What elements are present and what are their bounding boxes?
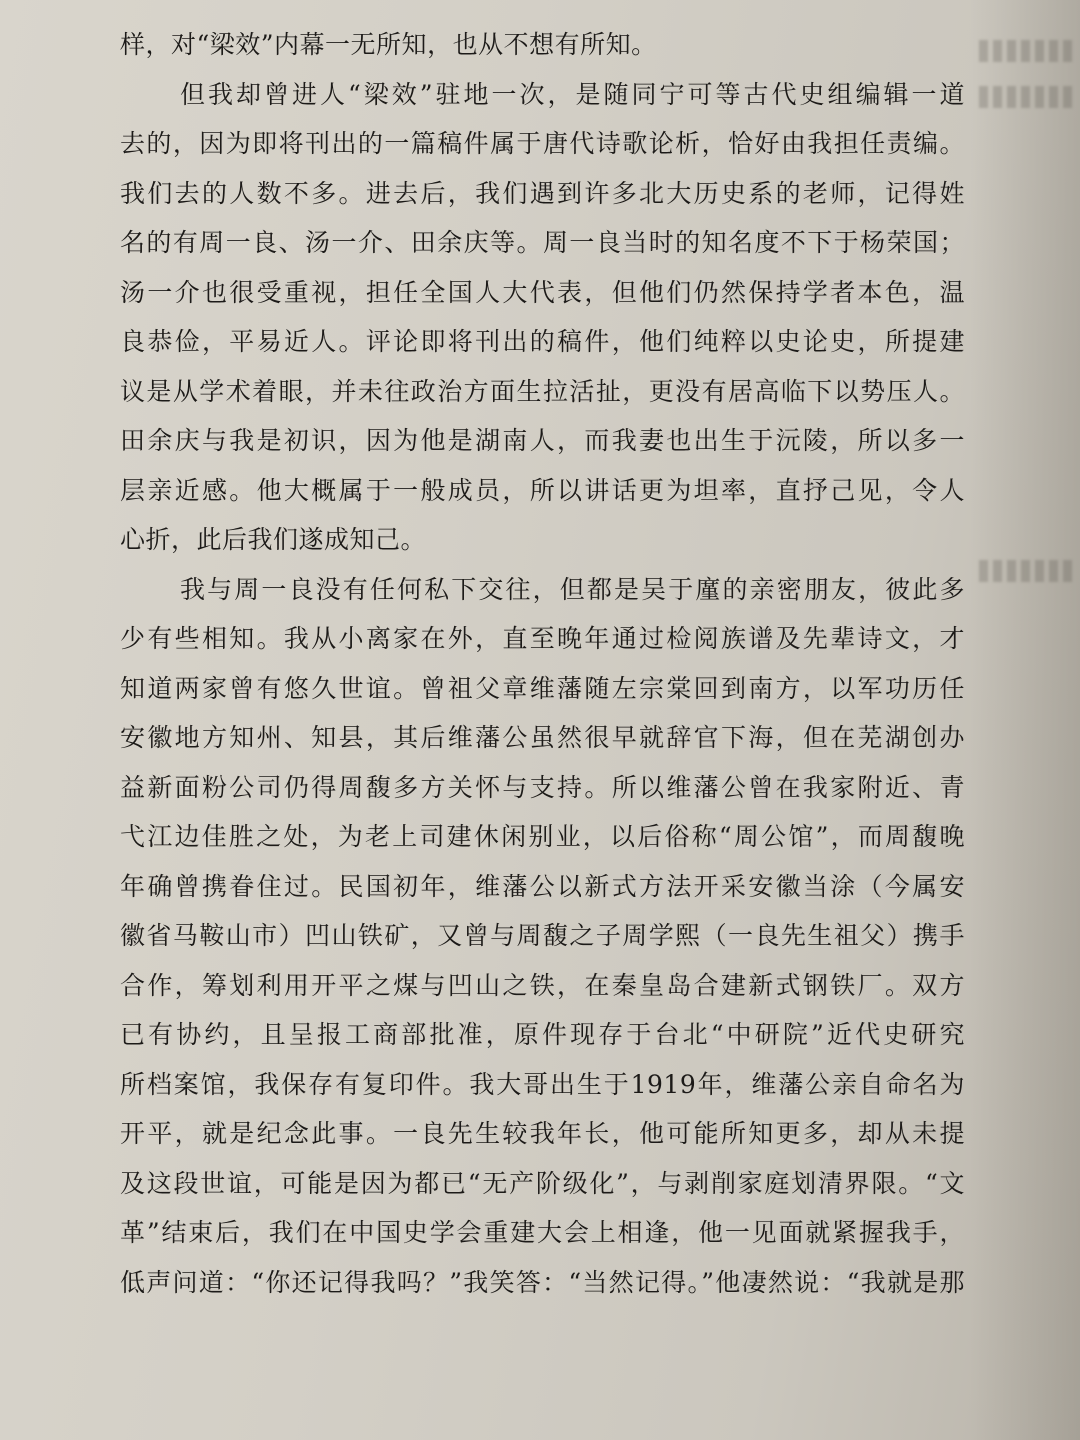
text-line: 合作，筹划利用开平之煤与凹山之铁，在秦皇岛合建新式钢铁厂。双方 (120, 970, 965, 1000)
text-line: 益新面粉公司仍得周馥多方关怀与支持。所以维藩公曾在我家附近、青 (120, 772, 965, 802)
text-line: 低声问道：“你还记得我吗？”我笑答：“当然记得。”他凄然说：“我就是那 (120, 1267, 965, 1297)
text-line: 我与周一良没有任何私下交往，但都是吴于廑的亲密朋友，彼此多 (180, 574, 965, 604)
text-line: 年确曾携眷住过。民国初年，维藩公以新式方法开采安徽当涂（今属安 (120, 871, 965, 901)
body-text (120, 20, 965, 1307)
text-line: 知道两家曾有悠久世谊。曾祖父章维藩随左宗棠回到南方，以军功历任 (120, 673, 965, 703)
text-line: 革”结束后，我们在中国史学会重建大会上相逢，他一见面就紧握我手， (120, 1218, 965, 1247)
text-line: 开平，就是纪念此事。一良先生较我年长，他可能所知更多，却从未提 (120, 1119, 965, 1148)
text-line: 名的有周一良、汤一介、田余庆等。周一良当时的知名度不下于杨荣国； (120, 228, 965, 257)
text-line: 田余庆与我是初识，因为他是湖南人，而我妻也出生于沅陵，所以多一 (120, 426, 965, 455)
text-line: 及这段世谊，可能是因为都已“无产阶级化”，与剥削家庭划清界限。“文 (120, 1168, 965, 1198)
text-line: 但我却曾进人“梁效”驻地一次，是随同宁可等古代史组编辑一道 (180, 79, 965, 109)
text-line: 我们去的人数不多。进去后，我们遇到许多北大历史系的老师，记得姓 (120, 178, 965, 208)
text-line: 良恭俭，平易近人。评论即将刊出的稿件，他们纯粹以史论史，所提建 (120, 327, 965, 356)
text-line: 徽省马鞍山市）凹山铁矿，又曾与周馥之子周学熙（一良先生祖父）携手 (120, 921, 965, 950)
text-line: 层亲近感。他大概属于一般成员，所以讲话更为坦率，直抒己见，令人 (120, 475, 965, 505)
text-line: 心折，此后我们遂成知己。 (120, 525, 427, 554)
text-line: 少有些相知。我从小离家在外，直至晚年通过检阅族谱及先辈诗文，才 (120, 624, 965, 653)
bleed-through-mark (979, 86, 1074, 108)
page-edge-shadow (970, 0, 1080, 1440)
bleed-through-mark (979, 560, 1074, 582)
text-line: 议是从学术着眼，并未往政治方面生拉活扯，更没有居高临下以势压人。 (120, 376, 965, 406)
text-line: 所档案馆，我保存有复印件。我大哥出生于1919年，维藩公亲自命名为 (120, 1069, 965, 1099)
bleed-through-mark (979, 40, 1074, 62)
text-line: 去的，因为即将刊出的一篇稿件属于唐代诗歌论析，恰好由我担任责编。 (120, 129, 965, 158)
text-line: 汤一介也很受重视，担任全国人大代表，但他们仍然保持学者本色，温 (120, 277, 965, 307)
text-line: 安徽地方知州、知县，其后维藩公虽然很早就辞官下海，但在芜湖创办 (120, 723, 965, 752)
text-line: 样，对“梁效”内幕一无所知，也从不想有所知。 (120, 30, 657, 59)
text-line: 弋江边佳胜之处，为老上司建休闲别业，以后俗称“周公馆”，而周馥晚 (120, 822, 965, 851)
text-line: 已有协约，且呈报工商部批准，原件现存于台北“中研院”近代史研究 (120, 1020, 965, 1049)
